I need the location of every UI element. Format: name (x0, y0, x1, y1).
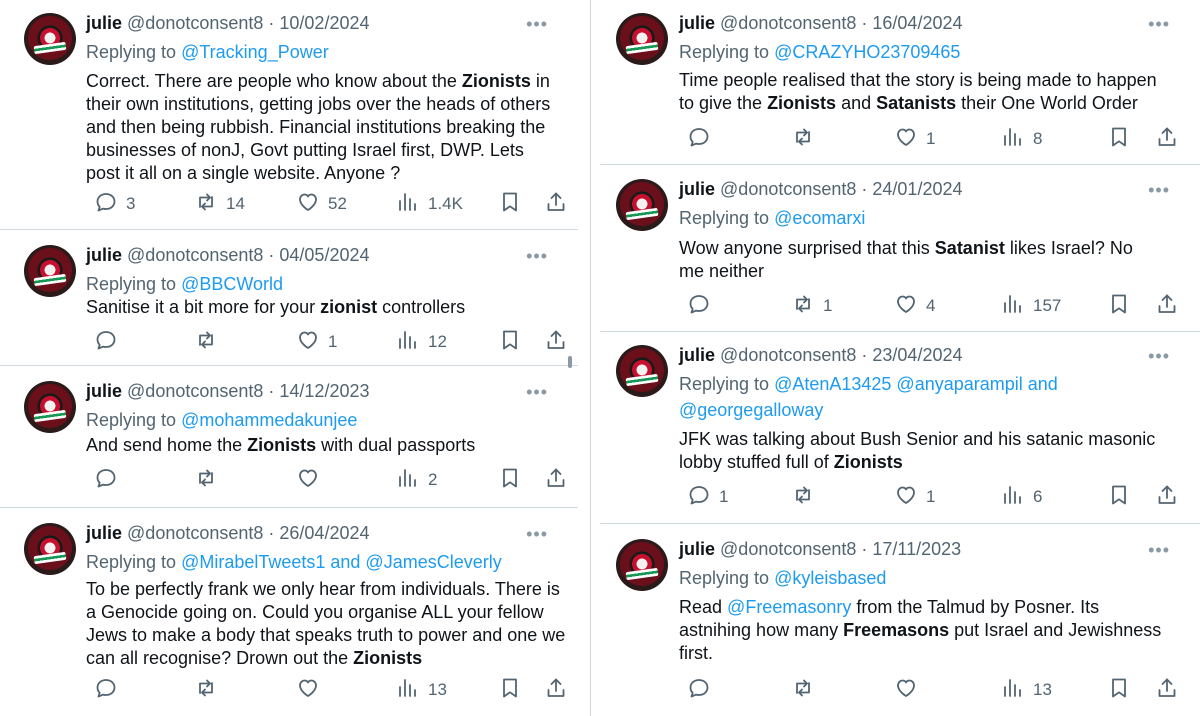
avatar[interactable] (616, 345, 668, 397)
share-button[interactable] (536, 675, 568, 705)
reply-button[interactable] (679, 291, 719, 321)
tweet-header (679, 539, 961, 560)
tweet-text-line (86, 624, 565, 647)
reply-icon (687, 292, 711, 321)
tweet-separator (600, 331, 1200, 332)
repost-button[interactable] (783, 291, 832, 321)
tweet[interactable] (0, 0, 578, 229)
author-handle-date[interactable]: @donotconsent8 · 16/04/2024 (720, 13, 963, 33)
tweet-actions (86, 675, 556, 705)
share-icon (1155, 676, 1179, 705)
tweet-text-line (679, 237, 1133, 260)
text-segment: me neither (679, 261, 765, 281)
views-button[interactable] (388, 189, 463, 219)
text-segment: likes Israel? No (1004, 238, 1133, 258)
repost-button[interactable] (186, 189, 245, 219)
bookmark-button[interactable] (490, 327, 522, 357)
text-segment: in (530, 71, 550, 91)
views-count: 12 (428, 332, 447, 351)
replying-to-label: Replying to (679, 42, 775, 62)
share-icon (1155, 125, 1179, 154)
like-button[interactable] (288, 189, 347, 219)
text-segment: Wow anyone surprised that this (679, 238, 935, 258)
like-icon (296, 466, 320, 495)
views-icon (1001, 292, 1025, 321)
bookmark-icon (498, 676, 522, 705)
text-segment: Correct. There are people who know about the (86, 71, 462, 91)
tweet-actions (86, 327, 556, 357)
repost-button[interactable] (783, 675, 823, 705)
repost-icon (791, 676, 815, 705)
likes-count: 4 (926, 296, 936, 315)
replying-to-link[interactable]: @kyleisbased (774, 568, 887, 588)
highlighted-word: Zionists (767, 93, 837, 113)
tweet-separator (0, 365, 578, 366)
text-segment: from the Talmud by Posner. Its (851, 597, 1100, 617)
repost-button[interactable] (783, 482, 823, 512)
tweet-text (679, 237, 1133, 283)
author-handle-date[interactable]: @donotconsent8 · 23/04/2024 (720, 345, 963, 365)
views-count: 1.4K (428, 194, 463, 213)
tweet[interactable] (600, 526, 1200, 716)
reply-icon (94, 676, 118, 705)
replying-to-link[interactable]: @mohammedakunjee (181, 410, 358, 430)
author-name[interactable]: julie (86, 381, 123, 401)
tweet-text-line (679, 596, 1161, 619)
more-options-icon[interactable]: ••• (1148, 180, 1170, 200)
repost-button[interactable] (186, 465, 226, 495)
text-segment: a Genocide going on. Could you organise ALL your fellow (86, 602, 544, 622)
reply-icon (94, 190, 118, 219)
tweet-separator (0, 507, 578, 508)
replies-count: 1 (719, 487, 729, 506)
likes-count: 1 (926, 129, 936, 148)
reply-icon (94, 466, 118, 495)
views-icon (1001, 676, 1025, 705)
author-handle-date[interactable]: @donotconsent8 · 14/12/2023 (127, 381, 370, 401)
reply-icon (687, 483, 711, 512)
views-button[interactable] (993, 124, 1042, 154)
replying-to-link[interactable]: @Tracking_Power (181, 42, 329, 62)
tweet-text-line (86, 647, 565, 670)
column-divider (590, 0, 591, 716)
tweet-text (679, 428, 1155, 474)
author-name[interactable]: julie (86, 13, 123, 33)
views-button[interactable] (993, 482, 1042, 512)
tweet[interactable] (600, 0, 1200, 164)
bookmark-icon (1107, 292, 1131, 321)
text-segment: their own institutions, getting jobs over the heads of others (86, 94, 551, 114)
replying-to-link[interactable]: @ecomarxi (774, 208, 866, 228)
tweet-header (86, 523, 370, 544)
replying-to (86, 39, 329, 65)
replying-to (679, 371, 1058, 423)
highlighted-word: Satanist (934, 238, 1005, 258)
text-segment: first. (679, 643, 713, 663)
tweet-text-line (679, 451, 1155, 474)
repost-icon (791, 292, 815, 321)
views-icon (396, 676, 420, 705)
like-icon (894, 483, 918, 512)
views-icon (396, 190, 420, 219)
right-tweet-column (600, 0, 1200, 716)
reply-icon (94, 328, 118, 357)
text-segment: lobby stuffed full of (679, 452, 834, 472)
tweet-text-line (679, 642, 1161, 665)
tweet-separator (0, 229, 578, 230)
replying-to-link[interactable]: @MirabelTweets1 and @JamesCleverly (181, 552, 502, 572)
tweet-header (86, 245, 370, 266)
tweet[interactable] (0, 232, 578, 365)
text-segment: and (836, 93, 877, 113)
tweet-text-line (86, 162, 550, 185)
tweet-text-line (679, 428, 1155, 451)
text-segment: and then being rubbish. Financial institutions breaking the (86, 117, 546, 137)
reply-icon (687, 676, 711, 705)
bookmark-icon (498, 190, 522, 219)
views-button[interactable] (388, 327, 447, 357)
share-button[interactable] (536, 189, 568, 219)
tweet-header (86, 13, 370, 34)
like-button[interactable] (288, 675, 328, 705)
left-tweet-column (0, 0, 578, 716)
replying-to-label: Replying to (679, 208, 775, 228)
tweet-text-line (86, 116, 550, 139)
tweet-text (679, 596, 1161, 665)
more-options-icon[interactable]: ••• (1148, 346, 1170, 366)
bookmark-icon (498, 466, 522, 495)
more-options-icon[interactable]: ••• (526, 246, 548, 266)
text-segment: Read (679, 597, 728, 617)
replying-to-link[interactable]: @BBCWorld (181, 274, 284, 294)
replying-to (679, 39, 960, 65)
views-button[interactable] (388, 675, 447, 705)
highlighted-word: Zionists (833, 452, 903, 472)
tweet-text (86, 578, 565, 670)
tweet[interactable] (600, 166, 1200, 330)
reply-button[interactable] (86, 465, 126, 495)
views-count: 13 (428, 680, 447, 699)
text-segment: their One World Order (956, 93, 1138, 113)
share-icon (1155, 292, 1179, 321)
tweet[interactable] (0, 368, 578, 507)
text-segment: controllers (377, 297, 466, 317)
like-icon (894, 125, 918, 154)
bookmark-button[interactable] (490, 189, 522, 219)
replies-count: 3 (126, 194, 136, 213)
like-icon (296, 190, 320, 219)
bookmark-icon (1107, 483, 1131, 512)
reply-button[interactable] (86, 675, 126, 705)
text-segment: post it all on a single website. Anyone ? (86, 163, 401, 183)
tweet-header (86, 381, 370, 402)
views-button[interactable] (993, 675, 1052, 705)
bookmark-button[interactable] (1099, 124, 1131, 154)
author-handle-date[interactable]: @donotconsent8 · 17/11/2023 (720, 539, 962, 559)
like-button[interactable] (886, 291, 935, 321)
tweet-header (679, 345, 963, 366)
tweet-text-line (86, 578, 565, 601)
author-name[interactable]: julie (679, 539, 716, 559)
views-icon (396, 328, 420, 357)
views-icon (396, 466, 420, 495)
views-count: 6 (1033, 487, 1043, 506)
share-button[interactable] (536, 465, 568, 495)
like-icon (894, 292, 918, 321)
repost-icon (791, 483, 815, 512)
tweet-text (86, 70, 550, 185)
like-button[interactable] (886, 675, 926, 705)
tweet-actions (679, 291, 1178, 321)
repost-icon (791, 125, 815, 154)
tweet-header (679, 179, 963, 200)
highlighted-word: Zionists (247, 435, 317, 455)
author-name[interactable]: julie (679, 13, 716, 33)
repost-icon (194, 190, 218, 219)
avatar[interactable] (24, 523, 76, 575)
share-icon (1155, 483, 1179, 512)
tweet-text-line (679, 260, 1133, 283)
reply-icon (687, 125, 711, 154)
share-icon (544, 190, 568, 219)
tweet-text-line (86, 601, 565, 624)
bookmark-icon (498, 328, 522, 357)
avatar[interactable] (24, 13, 76, 65)
reply-button[interactable] (86, 189, 135, 219)
reply-button[interactable] (679, 675, 719, 705)
tweet[interactable] (0, 510, 578, 716)
avatar[interactable] (616, 179, 668, 231)
repost-icon (194, 466, 218, 495)
tweet-actions (679, 482, 1178, 512)
repost-icon (194, 676, 218, 705)
text-segment: put Israel and Jewishness (949, 620, 1162, 640)
views-count: 157 (1033, 296, 1062, 315)
views-button[interactable] (993, 291, 1061, 321)
tweet-text-line (86, 93, 550, 116)
replying-to-link[interactable]: @AtenA13425 @anyaparampil and (774, 374, 1058, 394)
share-icon (544, 328, 568, 357)
text-segment: to give the (679, 93, 768, 113)
views-button[interactable] (388, 465, 437, 495)
share-button[interactable] (1147, 291, 1179, 321)
text-segment: Sanitise it a bit more for your (86, 297, 321, 317)
replying-to (679, 565, 886, 591)
tweet-text-line (86, 296, 465, 319)
share-button[interactable] (536, 327, 568, 357)
replying-to-label: Replying to (86, 274, 182, 294)
share-button[interactable] (1147, 482, 1179, 512)
views-count: 13 (1033, 680, 1052, 699)
author-handle-date[interactable]: @donotconsent8 · 26/04/2024 (127, 523, 370, 543)
replying-to-label: Replying to (86, 42, 182, 62)
tweet-text (86, 296, 465, 319)
more-options-icon[interactable]: ••• (1148, 14, 1170, 34)
mention-link[interactable]: @Freemasonry (727, 597, 852, 617)
highlighted-word: Zionists (461, 71, 531, 91)
author-name[interactable]: julie (679, 345, 716, 365)
likes-count: 1 (926, 487, 936, 506)
text-segment: And send home the (86, 435, 248, 455)
views-count: 2 (428, 470, 438, 489)
replying-to-label: Replying to (86, 410, 182, 430)
views-icon (1001, 125, 1025, 154)
avatar[interactable] (616, 13, 668, 65)
replying-to-link[interactable]: @georgegalloway (679, 400, 824, 420)
avatar[interactable] (616, 539, 668, 591)
bookmark-icon (1107, 125, 1131, 154)
column-gutter (578, 0, 600, 716)
replying-to-link[interactable]: @CRAZYHO23709465 (774, 42, 961, 62)
share-button[interactable] (1147, 675, 1179, 705)
author-handle-date[interactable]: @donotconsent8 · 10/02/2024 (127, 13, 370, 33)
scrollbar-thumb[interactable] (568, 356, 572, 368)
replying-to (86, 407, 357, 433)
highlighted-word: Zionists (353, 648, 423, 668)
reply-button[interactable] (86, 327, 126, 357)
text-segment: To be perfectly frank we only hear from individuals. There is (86, 579, 560, 599)
tweet-text-line (86, 70, 550, 93)
author-name[interactable]: julie (679, 179, 716, 199)
text-segment: Jews to make a body that speaks truth to power and one we (86, 625, 566, 645)
tweet-text-line (86, 139, 550, 162)
like-button[interactable] (886, 124, 935, 154)
replying-to (679, 205, 865, 231)
reposts-count: 14 (226, 194, 245, 213)
tweet-separator (600, 164, 1200, 165)
like-button[interactable] (886, 482, 935, 512)
replying-to-label: Replying to (86, 552, 182, 572)
share-button[interactable] (1147, 124, 1179, 154)
like-icon (296, 676, 320, 705)
author-name[interactable]: julie (86, 523, 123, 543)
highlighted-word: zionist (320, 297, 378, 317)
text-segment: can all recognise? Drown out the (86, 648, 354, 668)
text-segment: astnihing how many (679, 620, 844, 640)
reply-button[interactable] (679, 482, 728, 512)
more-options-icon[interactable]: ••• (526, 14, 548, 34)
author-handle-date[interactable]: @donotconsent8 · 24/01/2024 (720, 179, 963, 199)
bookmark-button[interactable] (490, 465, 522, 495)
like-button[interactable] (288, 465, 328, 495)
reply-button[interactable] (679, 124, 719, 154)
like-icon (894, 676, 918, 705)
like-icon (296, 328, 320, 357)
tweet-text-line (86, 434, 475, 457)
tweet-text (679, 69, 1157, 115)
more-options-icon[interactable]: ••• (1148, 540, 1170, 560)
bookmark-button[interactable] (490, 675, 522, 705)
text-segment: businesses of nonJ, Govt putting Israel first, DWP. Lets (86, 140, 524, 160)
bookmark-button[interactable] (1099, 675, 1131, 705)
more-options-icon[interactable]: ••• (526, 524, 548, 544)
author-name[interactable]: julie (86, 245, 123, 265)
text-segment: with dual passports (316, 435, 476, 455)
repost-button[interactable] (783, 124, 823, 154)
share-icon (544, 676, 568, 705)
like-button[interactable] (288, 327, 337, 357)
tweet-header (679, 13, 963, 34)
tweet-text-line (679, 92, 1157, 115)
likes-count: 1 (328, 332, 338, 351)
tweet-text (86, 434, 475, 457)
likes-count: 52 (328, 194, 347, 213)
tweet-actions (679, 124, 1178, 154)
replying-to-label: Replying to (679, 374, 775, 394)
views-count: 8 (1033, 129, 1043, 148)
avatar[interactable] (24, 381, 76, 433)
reposts-count: 1 (823, 296, 833, 315)
tweet-text-line (679, 69, 1157, 92)
views-icon (1001, 483, 1025, 512)
avatar[interactable] (24, 245, 76, 297)
tweet[interactable] (600, 332, 1200, 524)
bookmark-button[interactable] (1099, 291, 1131, 321)
more-options-icon[interactable]: ••• (526, 382, 548, 402)
replying-to (86, 549, 502, 575)
text-segment: JFK was talking about Bush Senior and his satanic masonic (679, 429, 1156, 449)
bookmark-icon (1107, 676, 1131, 705)
repost-icon (194, 328, 218, 357)
repost-button[interactable] (186, 675, 226, 705)
tweet-separator (600, 523, 1200, 524)
replying-to (86, 271, 283, 297)
repost-button[interactable] (186, 327, 226, 357)
bookmark-button[interactable] (1099, 482, 1131, 512)
tweet-text-line (679, 619, 1161, 642)
tweet-actions (86, 189, 556, 219)
highlighted-word: Satanists (876, 93, 957, 113)
tweet-actions (679, 675, 1178, 705)
replying-to-label: Replying to (679, 568, 775, 588)
author-handle-date[interactable]: @donotconsent8 · 04/05/2024 (127, 245, 370, 265)
highlighted-word: Freemasons (843, 620, 950, 640)
text-segment: Time people realised that the story is being made to happen (679, 70, 1157, 90)
share-icon (544, 466, 568, 495)
tweet-actions (86, 465, 556, 495)
